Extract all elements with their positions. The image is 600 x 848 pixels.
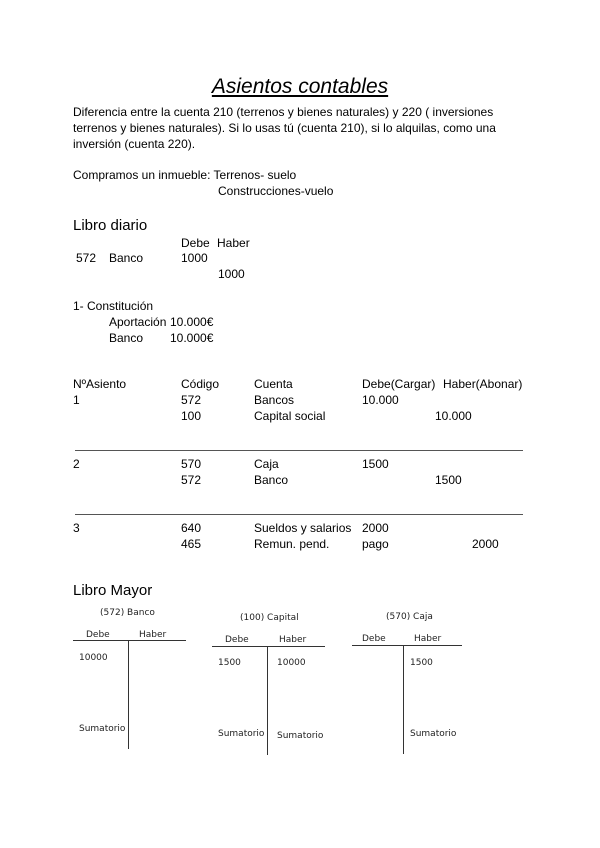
t-account-debe-value: 10000: [79, 653, 108, 663]
constitucion-label-2: Banco: [109, 331, 144, 345]
t-account-sumatorio: Sumatorio: [410, 729, 457, 739]
entry-3-debe: 2000: [362, 521, 389, 535]
constitucion-value-2: 10.000€: [170, 331, 214, 345]
entry-1-code-2: 100: [181, 409, 202, 423]
inmueble-line-1: Compramos un inmueble: Terrenos- suelo: [73, 168, 297, 182]
t-account-haber-value: 1500: [410, 658, 433, 668]
entry-3-haber: 2000: [472, 537, 499, 551]
t-account-haber-value: 10000: [277, 658, 306, 668]
entry-divider: [75, 514, 523, 515]
diario-haber-value: 1000: [218, 267, 245, 281]
t-account-vertical-line: [128, 641, 129, 749]
t-account-debe-label: Debe: [225, 635, 249, 645]
constitucion-heading: 1- Constitución: [73, 299, 154, 313]
intro-paragraph: Diferencia entre la cuenta 210 (terrenos y bienes naturales) y 220 ( inversiones terrenos y bienes naturales). Si lo usas tú (cuenta 210), si lo alquilas, como una inversión (cuenta 220).: [73, 105, 496, 151]
t-account-sumatorio: Sumatorio: [79, 724, 126, 734]
diario-debe-value: 1000: [181, 251, 208, 265]
t-account-horizontal-line: [73, 640, 186, 641]
t-account-vertical-line: [403, 646, 404, 754]
entry-3-number: 3: [73, 521, 80, 535]
t-account-debe-label: Debe: [362, 634, 386, 644]
constitucion-label-1: Aportación: [109, 315, 167, 329]
entry-1-number: 1: [73, 393, 80, 407]
entry-1-debe: 10.000: [362, 393, 399, 407]
t-account-debe-value: 1500: [218, 658, 241, 668]
entry-2-haber: 1500: [435, 473, 462, 487]
t-account-haber-label: Haber: [279, 635, 307, 645]
entry-1-haber: 10.000: [435, 409, 472, 423]
t-account-title: (570) Caja: [386, 612, 433, 622]
entry-1-code-1: 572: [181, 393, 202, 407]
inmueble-line-2: Construcciones-vuelo: [218, 184, 334, 198]
page-title: Asientos contables: [211, 75, 389, 98]
t-account-title: (572) Banco: [100, 608, 155, 618]
constitucion-value-1: 10.000€: [170, 315, 214, 329]
diario-code: 572: [76, 251, 97, 265]
header-codigo: Código: [181, 377, 220, 391]
entry-2-number: 2: [73, 457, 80, 471]
t-account-horizontal-line: [352, 645, 462, 646]
t-account-horizontal-line: [212, 646, 325, 647]
entry-2-account-2: Banco: [254, 473, 289, 487]
diario-haber-header: Haber: [217, 236, 250, 250]
entry-2-account-1: Caja: [254, 457, 279, 471]
t-account-sumatorio-haber: Sumatorio: [277, 731, 324, 741]
entry-2-debe: 1500: [362, 457, 389, 471]
entry-1-account-2: Capital social: [254, 409, 326, 423]
entry-3-account-2: Remun. pend.: [254, 537, 330, 551]
diario-account-name: Banco: [109, 251, 144, 265]
entry-2-code-1: 570: [181, 457, 202, 471]
header-haber: Haber(Abonar): [443, 377, 523, 391]
diario-debe-header: Debe: [181, 236, 210, 250]
t-account-haber-label: Haber: [414, 634, 442, 644]
t-account-debe-label: Debe: [86, 630, 110, 640]
entry-3-code-1: 640: [181, 521, 202, 535]
t-account-haber-label: Haber: [139, 630, 167, 640]
header-debe: Debe(Cargar): [362, 377, 436, 391]
entry-divider: [75, 450, 523, 451]
t-account-sumatorio-debe: Sumatorio: [218, 729, 265, 739]
entry-3-account-1: Sueldos y salarios: [254, 521, 352, 535]
entry-2-code-2: 572: [181, 473, 202, 487]
entry-1-account-1: Bancos: [254, 393, 295, 407]
libro-diario-heading: Libro diario: [73, 217, 148, 234]
t-account-title: (100) Capital: [240, 613, 299, 623]
header-cuenta: Cuenta: [254, 377, 293, 391]
t-account-vertical-line: [267, 647, 268, 755]
entry-3-extra: pago: [362, 537, 389, 551]
entry-3-code-2: 465: [181, 537, 202, 551]
header-asiento: NºAsiento: [73, 377, 127, 391]
libro-mayor-heading: Libro Mayor: [73, 582, 153, 599]
